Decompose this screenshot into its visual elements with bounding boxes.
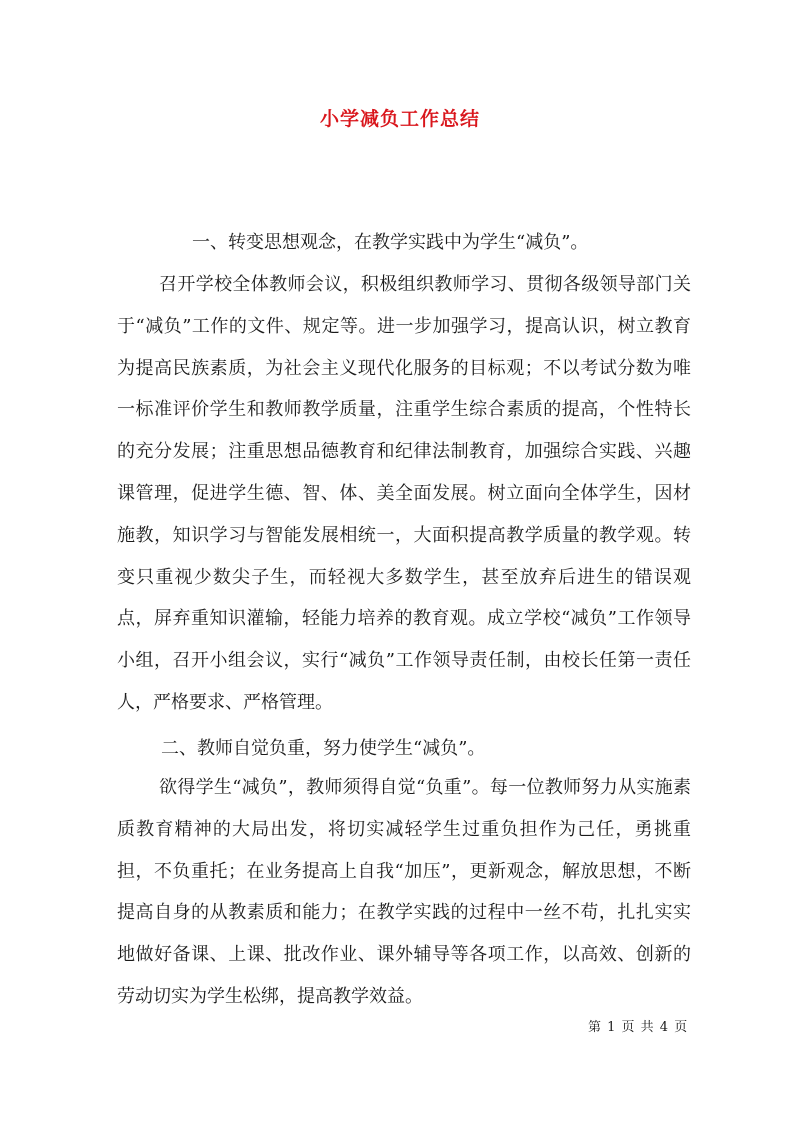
- page-number: 第 1 页 共 4 页: [588, 1020, 689, 1035]
- section-heading-1: 一、转变思想观念，在教学实践中为学生“减负”。: [192, 232, 589, 253]
- section-body-2: 欲得学生“减负”，教师须得自觉“负重”。每一位教师努力从实施素质教育精神的大局出发，将切实减轻学生过重负担作为己任，勇挑重担，不负重托；在业务提高上自我“加压”，更新观念，解放思想，不断提高自身的从教素质和能力；在教学实践的过程中一丝不苟，扎扎实实地做好备课、上课、批改作业、课外辅导等各项工作，以高效、创新的劳动切实为学生松绑，提高教学效益。: [117, 777, 691, 1007]
- document-title: 小学减负工作总结: [319, 108, 480, 130]
- section-body-1: 召开学校全体教师会议，积极组织教师学习、贯彻各级领导部门关于“减负”工作的文件、规定等。进一步加强学习，提高认识，树立教育为提高民族素质，为社会主义现代化服务的目标观；不以考试分数为唯一标准评价学生和教师教学质量，注重学生综合素质的提高，个性特长的充分发展；注重思想品德教育和纪律法制教育，加强综合实践、兴趣课管理，促进学生德、智、体、美全面发展。树立面向全体学生，因材施教，知识学习与智能发展相统一，大面积提高教学质量的教学观。转变只重视少数尖子生，而轻视大多数学生，甚至放弃后进生的错误观点，屏弃重知识灌输，轻能力培养的教育观。成立学校“减负”工作领导小组，召开小组会议，实行“减负”工作领导责任制，由校长任第一责任人，严格要求、严格管理。: [117, 274, 691, 713]
- section-heading-2: 二、教师自觉负重，努力使学生“减负”。: [161, 738, 486, 759]
